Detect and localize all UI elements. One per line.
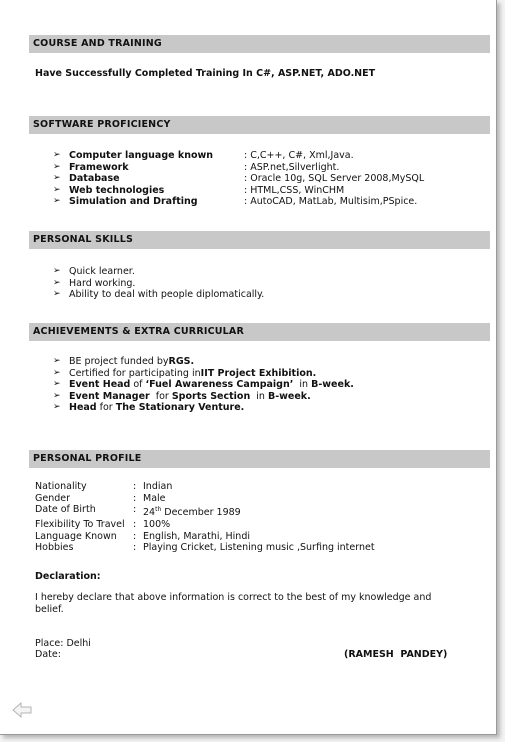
profile-row: Flexibility To Travel : 100% (35, 518, 171, 530)
bullet-arrow-icon: ➢ (53, 379, 61, 390)
achievements-header: ACHIEVEMENTS & EXTRA CURRICULAR (29, 323, 490, 341)
list-item: ➢ Web technologies : HTML,CSS, WinCHM (53, 184, 345, 196)
course-bold: C#, ASP.NET, ADO.NET (256, 68, 376, 79)
list-item: ➢ Certified for participating in IIT Project Exhibition. (53, 367, 317, 379)
profile-table (35, 481, 375, 554)
bullet-arrow-icon: ➢ (53, 150, 61, 160)
list-item: ➢ Event Head of ‘Fuel Awareness Campaign’ in B-week. (53, 379, 354, 391)
declaration-title: Declaration: (35, 571, 101, 582)
course-prefix: Have Successfully Completed Training In (35, 68, 257, 79)
declaration-line-2: belief. (35, 604, 64, 615)
profile-row: Date of Birth : 24th December 1989 (35, 504, 241, 519)
achievements-list (53, 356, 354, 414)
bullet-arrow-icon: ➢ (53, 184, 61, 195)
signature-name: (RAMESH PANDEY) (344, 649, 448, 660)
place-text: Place: Delhi (35, 638, 91, 649)
list-item: ➢ Quick learner. (53, 266, 135, 277)
bullet-arrow-icon: ➢ (53, 367, 61, 378)
list-item: ➢ Event Manager for Sports Section in B-week. (53, 390, 311, 402)
list-item: ➢ Computer language known : C,C++, C#, Xml,Java. (53, 150, 354, 161)
declaration-line-1: I hereby declare that above information is correct to the best of my knowledge and (35, 592, 432, 603)
list-item: ➢ Database : Oracle 10g, SQL Server 2008,MySQL (53, 173, 425, 185)
course-training-header: COURSE AND TRAINING (29, 35, 490, 53)
personal-profile-header: PERSONAL PROFILE (29, 450, 490, 468)
bullet-arrow-icon: ➢ (53, 277, 61, 288)
software-list (53, 150, 424, 208)
list-item: ➢ Framework : ASP.net,Silverlight. (53, 161, 340, 173)
skills-list (53, 266, 264, 301)
course-training-text (35, 68, 375, 80)
profile-row: Nationality : Indian (35, 481, 173, 492)
bullet-arrow-icon: ➢ (53, 266, 61, 276)
back-arrow-icon[interactable] (12, 702, 32, 718)
profile-row: Gender : Male (35, 492, 166, 504)
bullet-arrow-icon: ➢ (53, 161, 61, 172)
bullet-arrow-icon: ➢ (53, 289, 61, 300)
list-item: ➢ BE project funded by RGS. (53, 356, 195, 367)
list-item: ➢ Ability to deal with people diplomatically. (53, 289, 265, 301)
list-item: ➢ Simulation and Drafting : AutoCAD, MatLab, Multisim,PSpice. (53, 196, 418, 208)
bullet-arrow-icon: ➢ (53, 390, 61, 401)
bullet-arrow-icon: ➢ (53, 173, 61, 184)
profile-row: Language Known : English, Marathi, Hindi (35, 530, 250, 542)
personal-skills-header: PERSONAL SKILLS (29, 231, 490, 249)
list-item: ➢ Hard working. (53, 277, 136, 289)
profile-row: Hobbies : Playing Cricket, Listening music ,Surfing internet (35, 542, 375, 554)
software-proficiency-header: SOFTWARE PROFICIENCY (29, 116, 490, 134)
date-text: Date: (35, 649, 61, 660)
list-item: ➢ Head for The Stationary Venture. (53, 402, 245, 414)
bullet-arrow-icon: ➢ (53, 402, 61, 413)
bullet-arrow-icon: ➢ (53, 356, 61, 366)
bullet-arrow-icon: ➢ (53, 196, 61, 207)
